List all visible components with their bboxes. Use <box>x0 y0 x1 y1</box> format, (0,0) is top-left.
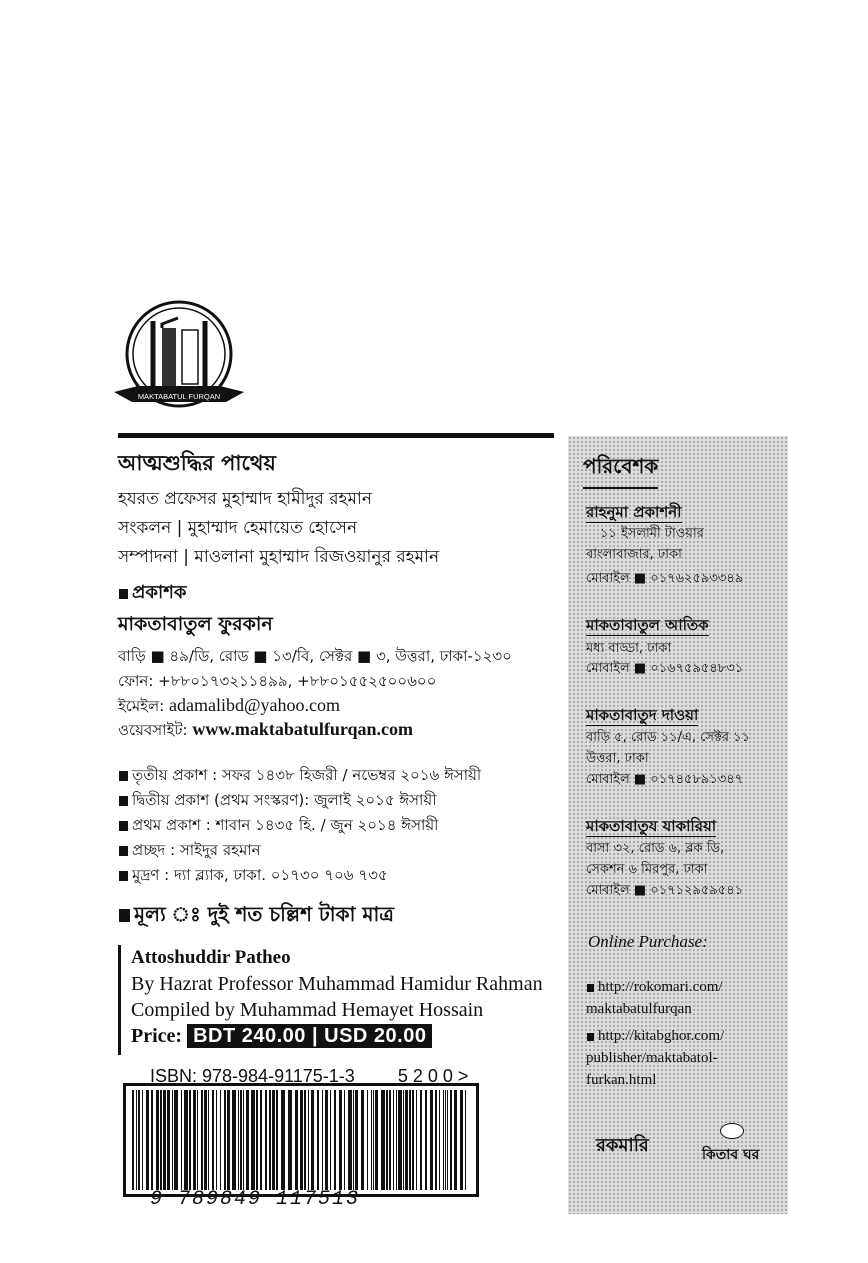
link-kitabghor-cont[interactable]: furkan.html <box>586 1072 657 1088</box>
barcode-bar <box>240 1090 242 1190</box>
barcode-bar <box>361 1090 364 1190</box>
barcode-bar <box>398 1090 402 1190</box>
barcode-bar <box>201 1090 203 1190</box>
cover-credit: প্রচ্ছদ : সাইদুর রহমান <box>118 839 261 861</box>
barcode-bar <box>232 1090 236 1190</box>
barcode-bar <box>184 1090 188 1190</box>
barcode-bar <box>174 1090 178 1190</box>
price-bn: মূল্য ঃ দুই শত চল্লিশ টাকা মাত্র <box>118 903 394 925</box>
barcode-bar <box>445 1090 446 1190</box>
edition-line-2: দ্বিতীয় প্রকাশ (প্রথম সংস্করণ): জুলাই ২০১৫ ঈসায়ী <box>118 789 437 811</box>
distributor-mobile: মোবাইল ■ ০১৭৪৫৮৯১৩৪৭ <box>586 772 744 787</box>
barcode-bar <box>439 1090 440 1190</box>
price-en <box>131 1023 586 1049</box>
barcode-bar <box>160 1090 162 1190</box>
distributor-address: সেকশন ৬ মিরপুর, ঢাকা <box>586 862 708 877</box>
barcode-bar <box>142 1090 143 1190</box>
barcode-bar <box>172 1090 173 1190</box>
english-info-block <box>118 945 586 1055</box>
barcode-bar <box>381 1090 385 1190</box>
distributor-address: উত্তরা, ঢাকা <box>586 751 649 766</box>
email-label: ইমেইল: <box>118 697 165 715</box>
printer-credit: মুদ্রণ : দ্যা ব্ল্যাক, ঢাকা. ০১৭৩০ ৭০৬ ৭৩৫ <box>118 864 388 886</box>
barcode-bar <box>430 1090 433 1190</box>
author-en: By Hazrat Professor Muhammad Hamidur Rahman <box>131 973 543 995</box>
title-en: Attoshuddir Patheo <box>131 947 291 968</box>
top-rule <box>118 433 554 438</box>
barcode-bar <box>465 1090 466 1190</box>
barcode-bar <box>334 1090 336 1190</box>
barcode-bar <box>132 1090 134 1190</box>
publisher-website-row <box>118 718 413 741</box>
distributor-mobile: মোবাইল ■ ০১৭১২৯৫৯৫৪১ <box>586 883 744 898</box>
barcode-bar <box>403 1090 404 1190</box>
link-rokomari-cont[interactable]: maktabatulfurqan <box>586 1001 692 1017</box>
barcode-bar <box>409 1090 411 1190</box>
publisher-address: বাড়ি ■ ৪৯/ডি, রোড ■ ১৩/বি, সেক্টর ■ ৩, উত্তরা, ঢাকা-১২৩০ <box>118 647 512 665</box>
website-label: ওয়েবসাইট: <box>118 721 188 739</box>
distributor-name: মাকতাবাতুল আতিক <box>586 616 709 634</box>
barcode-bar <box>371 1090 372 1190</box>
barcode-bar <box>197 1090 198 1190</box>
editor-line: সম্পাদনা | মাওলানা মুহাম্মাদ রিজওয়ানুর রহমান <box>118 547 440 567</box>
compiler-line: সংকলন | মুহাম্মাদ হেমায়েত হোসেন <box>118 518 358 538</box>
barcode-bar <box>260 1090 262 1190</box>
isbn-barcode <box>123 1083 479 1197</box>
edition-line-3: তৃতীয় প্রকাশ : সফর ১৪৩৮ হিজরী / নভেম্বর ২০১৬ ঈসায়ী <box>118 764 481 786</box>
barcode-bar <box>156 1090 159 1190</box>
barcode-bar <box>344 1090 345 1190</box>
barcode-bar <box>300 1090 303 1190</box>
barcode-bar <box>308 1090 309 1190</box>
barcode-bar <box>311 1090 314 1190</box>
barcode-bar <box>167 1090 170 1190</box>
store-logos <box>590 1123 780 1179</box>
barcode-bar <box>330 1090 331 1190</box>
distributor-mobile: মোবাইল ■ ০১৬৭৫৯৫৪৮৩১ <box>586 661 744 676</box>
barcode-digits: 9 789849 117513 <box>150 1188 361 1211</box>
barcode-bar <box>454 1090 457 1190</box>
barcode-bar <box>443 1090 444 1190</box>
publisher-email[interactable]: adamalibd@yahoo.com <box>168 695 341 715</box>
distributor-address: বাড়ি ৫, রোড ১১/এ, সেক্টর ১১ <box>586 730 750 745</box>
logo-arc-text: MAKTABATUL FURQAN <box>137 392 221 401</box>
barcode-bar <box>136 1090 137 1190</box>
publisher-email-row <box>118 694 340 717</box>
barcode-bar <box>281 1090 285 1190</box>
barcode-bar <box>420 1090 422 1190</box>
bullet-square <box>119 589 128 599</box>
barcode-bar <box>322 1090 323 1190</box>
distributor-address: বাসা ৩২, রোড ৬, ব্লক ডি, <box>586 841 725 856</box>
publisher-name: মাকতাবাতুল ফুরকান <box>118 613 273 635</box>
barcode-bar <box>256 1090 258 1190</box>
barcode-bar <box>265 1090 267 1190</box>
distributor-mobile: মোবাইল ■ ০১৭৬২৫৯৩৩৪৯ <box>586 571 744 586</box>
price-label: Price: <box>131 1025 183 1047</box>
book-icon <box>720 1123 744 1139</box>
distributor-name: মাকতাবাতুয যাকারিয়া <box>586 817 717 835</box>
link-kitabghor-cont[interactable]: publisher/maktabatol- <box>586 1050 718 1066</box>
barcode-bar <box>243 1090 244 1190</box>
barcode-bar <box>304 1090 306 1190</box>
publisher-logo <box>108 296 250 426</box>
book-title-bn: আত্মশুদ্ধির পাথেয় <box>118 451 276 475</box>
barcode-bar <box>269 1090 271 1190</box>
rokomari-logo: রকমারি <box>596 1135 649 1156</box>
barcode-bar <box>348 1090 352 1190</box>
barcode-bar <box>151 1090 153 1190</box>
publisher-heading: প্রকাশক <box>118 582 187 604</box>
compiler-en: Compiled by Muhammad Hemayet Hossain <box>131 999 484 1021</box>
barcode-bar <box>163 1090 166 1190</box>
barcode-bar <box>353 1090 354 1190</box>
barcode-bar <box>375 1090 378 1190</box>
price-value: BDT 240.00 | USD 20.00 <box>187 1024 432 1048</box>
isbn-number: ISBN: 978-984-91175-1-3 <box>150 1066 355 1086</box>
barcode-bar <box>251 1090 255 1190</box>
barcode-bar <box>181 1090 182 1190</box>
barcode-bar <box>138 1090 140 1190</box>
barcode-bar <box>396 1090 397 1190</box>
barcode-bar <box>393 1090 394 1190</box>
publisher-phone: ফোন: +৮৮০১৭৩২১১৪৯৯, +৮৮০১৫৫২৫০০৬০০ <box>118 672 437 690</box>
distributor-heading: পরিবেশক <box>583 452 658 489</box>
barcode-bar <box>373 1090 374 1190</box>
barcode-bar <box>317 1090 319 1190</box>
barcode-bar <box>216 1090 217 1190</box>
barcode-bar <box>416 1090 417 1190</box>
barcode-bar <box>389 1090 391 1190</box>
barcode-bar <box>367 1090 368 1190</box>
barcode-bar <box>204 1090 207 1190</box>
barcode-bar <box>288 1090 292 1190</box>
barcode-bar <box>212 1090 214 1190</box>
barcode-bar <box>425 1090 427 1190</box>
barcode-bar <box>238 1090 239 1190</box>
barcode-bar <box>224 1090 226 1190</box>
publisher-website[interactable]: www.maktabatulfurqan.com <box>192 719 414 739</box>
isbn-addon: 5 2 0 0 > <box>397 1066 469 1086</box>
barcode-bar <box>193 1090 196 1190</box>
barcode-bar <box>295 1090 298 1190</box>
barcode-bar <box>325 1090 328 1190</box>
online-purchase-heading: Online Purchase: <box>588 932 708 951</box>
barcode-bar <box>450 1090 452 1190</box>
barcode-bar <box>460 1090 463 1190</box>
link-kitabghor[interactable]: http://kitabghor.com/ <box>586 1025 724 1047</box>
barcode-bar <box>435 1090 437 1190</box>
barcode-bar <box>386 1090 388 1190</box>
barcode-bar <box>447 1090 448 1190</box>
barcode-bar <box>208 1090 209 1190</box>
barcode-bar <box>412 1090 414 1190</box>
barcode-bar <box>272 1090 275 1190</box>
distributor-address: মধ্য বাড্ডা, ঢাকা <box>586 641 672 656</box>
link-rokomari[interactable]: http://rokomari.com/ <box>586 976 723 998</box>
distributor-address: ১১ ইসলামী টাওয়ার <box>600 526 704 541</box>
barcode-bar <box>146 1090 149 1190</box>
distributor-address: বাংলাবাজার, ঢাকা <box>586 547 682 562</box>
barcode-bar <box>405 1090 408 1190</box>
barcode-bar <box>246 1090 249 1190</box>
barcode-bar <box>220 1090 221 1190</box>
distributor-name: রাহনুমা প্রকাশনী <box>586 503 682 521</box>
barcode-bar <box>355 1090 358 1190</box>
author-line: হযরত প্রফেসর মুহাম্মাদ হামীদুর রহমান <box>118 489 373 509</box>
barcode-bar <box>339 1090 342 1190</box>
distributor-name: মাকতাবাতুদ দাওয়া <box>586 706 699 724</box>
barcode-bar <box>276 1090 278 1190</box>
barcode-bar <box>227 1090 230 1190</box>
edition-line-1: প্রথম প্রকাশ : শাবান ১৪৩৫ হি. / জুন ২০১৪ ঈসায়ী <box>118 814 438 836</box>
barcode-bar <box>189 1090 191 1190</box>
kitabghor-logo: কিতাব ঘর <box>702 1147 760 1163</box>
